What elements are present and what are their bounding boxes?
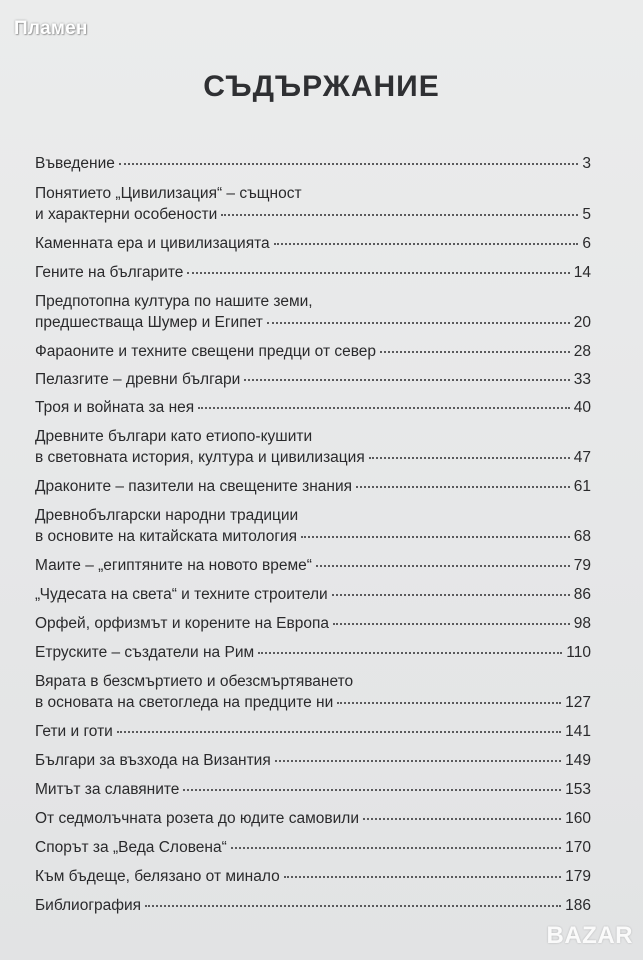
toc-page-number: 28 xyxy=(573,343,591,360)
toc-entry xyxy=(35,153,591,174)
toc-page-number: 86 xyxy=(573,586,591,603)
page-title: СЪДЪРЖАНИЕ xyxy=(203,70,440,103)
toc-entry xyxy=(35,341,591,362)
toc-entry xyxy=(35,476,591,497)
toc-entry-row xyxy=(35,526,591,547)
toc-page-number: 186 xyxy=(565,897,591,914)
toc-entry-row xyxy=(35,369,591,390)
toc-entry xyxy=(35,671,591,713)
toc-entry-row xyxy=(35,341,591,362)
dot-leader xyxy=(198,407,570,409)
toc-page-number: 47 xyxy=(573,449,591,466)
toc-entry xyxy=(35,584,591,605)
toc-page-number: 5 xyxy=(582,206,591,223)
toc-entry-row xyxy=(35,692,591,713)
toc-page-number: 61 xyxy=(573,478,591,495)
dot-leader xyxy=(380,351,570,353)
toc-entry-title: Пелазгите – древни българи xyxy=(35,371,241,388)
toc-entry-title: Спорът за „Веда Словена“ xyxy=(35,839,227,856)
toc-entry xyxy=(35,642,591,663)
uploader-watermark: Пламен xyxy=(14,18,88,39)
dot-leader xyxy=(258,652,562,654)
toc-entry-title: предшестваща Шумер и Египет xyxy=(35,314,263,331)
toc-entry-row xyxy=(35,476,591,497)
toc-entry xyxy=(35,779,591,800)
dot-leader xyxy=(119,163,579,165)
toc-page-number: 141 xyxy=(565,723,591,740)
dot-leader xyxy=(333,623,570,625)
toc-page-number: 170 xyxy=(565,839,591,856)
toc-entry-title: Гените на българите xyxy=(35,264,184,281)
toc-entry-row xyxy=(35,262,591,283)
toc-page-number: 153 xyxy=(565,781,591,798)
toc-page-number: 6 xyxy=(582,235,591,252)
toc-entry-title: От седмолъчната розета до юдите самовили xyxy=(35,810,359,827)
dot-leader xyxy=(332,594,570,596)
toc-entry-row xyxy=(35,204,591,225)
toc-entry-title: Фараоните и техните свещени предци от север xyxy=(35,343,377,360)
toc-page-number: 149 xyxy=(565,752,591,769)
dot-leader xyxy=(221,214,578,216)
dot-leader xyxy=(117,731,561,733)
toc-entry xyxy=(35,808,591,829)
toc-entry-row xyxy=(35,397,591,418)
dot-leader xyxy=(267,322,570,324)
toc-entry-title: Етруските – създатели на Рим xyxy=(35,644,255,661)
dot-leader xyxy=(187,272,569,274)
dot-leader xyxy=(231,847,561,849)
toc-entry-title-line: Вярата в безсмъртието и обезсмъртяването xyxy=(35,673,354,690)
toc-page-number: 98 xyxy=(573,615,591,632)
toc-entry-title: Драконите – пазители на свещените знания xyxy=(35,478,353,495)
toc-entry-title: Митът за славяните xyxy=(35,781,180,798)
toc-entry-row xyxy=(35,721,591,742)
toc-entry-row xyxy=(35,750,591,771)
toc-page-number: 14 xyxy=(573,264,591,281)
toc-entry-title: Каменната ера и цивилизацията xyxy=(35,235,270,252)
toc-page-number: 3 xyxy=(582,155,591,172)
toc-entry-title: Гети и готи xyxy=(35,723,113,740)
toc-entry xyxy=(35,233,591,254)
dot-leader xyxy=(274,243,579,245)
toc-entry-row xyxy=(35,895,591,916)
toc-entry xyxy=(35,555,591,576)
toc-entry xyxy=(35,866,591,887)
toc-entry-title: Троя и войната за нея xyxy=(35,399,195,416)
dot-leader xyxy=(369,457,570,459)
toc-entry-row xyxy=(35,837,591,858)
toc-entry xyxy=(35,837,591,858)
toc-entry-row xyxy=(35,779,591,800)
dot-leader xyxy=(337,702,561,704)
table-of-contents xyxy=(35,145,591,916)
toc-entry xyxy=(35,397,591,418)
site-logo: BAZAR xyxy=(546,922,633,949)
dot-leader xyxy=(145,905,561,907)
toc-entry-row xyxy=(35,613,591,634)
toc-entry xyxy=(35,262,591,283)
toc-entry xyxy=(35,613,591,634)
toc-page-number: 20 xyxy=(573,314,591,331)
toc-page-number: 179 xyxy=(565,868,591,885)
toc-entry-title: в основите на китайската митология xyxy=(35,528,298,545)
dot-leader xyxy=(244,379,569,381)
toc-entry-row xyxy=(35,866,591,887)
toc-entry-title-line: Понятието „Цивилизация“ – същност xyxy=(35,185,302,202)
dot-leader xyxy=(275,760,561,762)
toc-entry xyxy=(35,291,591,333)
toc-entry xyxy=(35,750,591,771)
dot-leader xyxy=(284,876,561,878)
toc-page-number: 40 xyxy=(573,399,591,416)
toc-entry xyxy=(35,183,591,225)
toc-entry xyxy=(35,721,591,742)
toc-page-number: 160 xyxy=(565,810,591,827)
toc-entry-title: Въведение xyxy=(35,155,115,172)
toc-entry xyxy=(35,369,591,390)
toc-entry-title-line: Древните българи като етиопо-кушити xyxy=(35,428,313,445)
toc-entry-title: Към бъдеще, белязано от минало xyxy=(35,868,280,885)
toc-entry-title: „Чудесата на света“ и техните строители xyxy=(35,586,328,603)
toc-entry-row xyxy=(35,584,591,605)
toc-entry-row xyxy=(35,233,591,254)
toc-entry-row xyxy=(35,153,591,174)
toc-entry xyxy=(35,895,591,916)
toc-page-number: 79 xyxy=(573,557,591,574)
dot-leader xyxy=(316,565,570,567)
toc-entry-title: Орфей, орфизмът и корените на Европа xyxy=(35,615,329,632)
toc-page-number: 33 xyxy=(573,371,591,388)
dot-leader xyxy=(363,818,561,820)
dot-leader xyxy=(356,486,570,488)
dot-leader xyxy=(183,789,561,791)
toc-entry-title: Библиография xyxy=(35,897,142,914)
toc-entry-row xyxy=(35,808,591,829)
toc-page-number: 68 xyxy=(573,528,591,545)
toc-entry-row xyxy=(35,447,591,468)
toc-page-number: 127 xyxy=(565,694,591,711)
toc-entry-title-line: Древнобългарски народни традиции xyxy=(35,507,299,524)
toc-entry-row xyxy=(35,555,591,576)
toc-entry-row xyxy=(35,312,591,333)
toc-page-number: 110 xyxy=(566,644,591,661)
toc-entry xyxy=(35,505,591,547)
toc-entry-title: и характерни особености xyxy=(35,206,218,223)
toc-entry-title: в основата на светогледа на предците ни xyxy=(35,694,334,711)
toc-entry-title-line: Предпотопна култура по нашите земи, xyxy=(35,293,313,310)
toc-entry xyxy=(35,426,591,468)
toc-entry-title: Маите – „египтяните на новото време“ xyxy=(35,557,312,574)
toc-entry-row xyxy=(35,642,591,663)
toc-entry-title: Българи за възхода на Византия xyxy=(35,752,271,769)
dot-leader xyxy=(301,536,570,538)
toc-entry-title: в световната история, култура и цивилизация xyxy=(35,449,365,466)
